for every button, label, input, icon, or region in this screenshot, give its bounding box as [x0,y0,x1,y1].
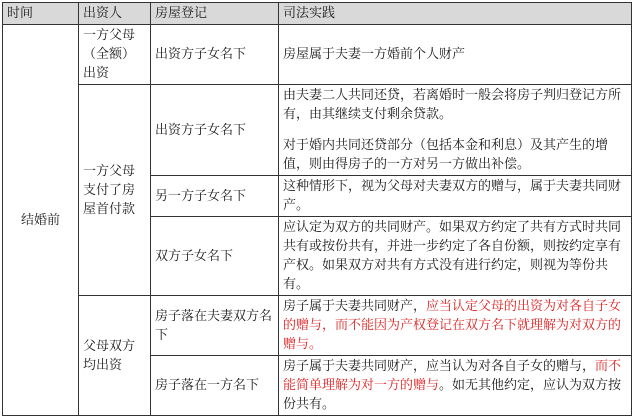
practice-cell [279,85,632,176]
table-row [3,25,632,85]
practice-text: 房子属于夫妻共同财产， [283,299,427,314]
header-time: 时间 [3,3,79,25]
investor-cell: 一方父母（全额）出资 [79,25,151,85]
practice-paragraph: 对于婚内共同还贷部分（包括本金和利息）及其产生的增值，则由得房子的一方对另一方做出补偿。 [283,138,609,172]
paragraph-gap [283,124,627,136]
registration-cell: 出资方子女名下 [151,25,279,85]
table-header-row [3,3,632,25]
registration-cell: 出资方子女名下 [151,85,279,176]
practice-highlight: 而不能简单理解为对一方的赠与 [283,359,622,393]
header-practice: 司法实践 [279,3,632,25]
practice-cell [279,296,632,356]
practice-text: 。如无其他约定，应认为双方按份共有。 [283,378,622,412]
practice-text: 房子属于夫妻共同财产，应当认为对各自子女的赠与， [283,359,596,374]
registration-cell: 房子落在夫妻双方名下 [151,296,279,356]
practice-paragraph: 由夫妻二人共同还贷，若离婚时一般会将房子判归登记方所有，由其继续支付剩余贷款。 [283,88,622,122]
registration-cell: 双方子女名下 [151,217,279,296]
registration-cell: 房子落在一方名下 [151,356,279,416]
practice-cell: 房屋属于夫妻一方婚前个人财产 [279,25,632,85]
practice-cell: 应认定为双方的共同财产。如果双方约定了共有方式时共同共有或按份共有，并进一步约定了各自份额，则按约定享有产权。如果双方对共有方式没有进行约定，则视为等份共有。 [279,217,632,296]
header-investor: 出资人 [79,3,151,25]
registration-cell: 另一方子女名下 [151,176,279,217]
marriage-property-table [2,2,632,416]
practice-highlight: 应当认定父母的出资为对各自子女的赠与，而不能因为产权登记在双方名下就理解为对双方的赠与。 [283,299,622,352]
investor-cell: 一方父母支付了房屋首付款 [79,85,151,296]
header-registration: 房屋登记 [151,3,279,25]
table-row [3,85,632,176]
table-row [3,296,632,356]
practice-cell: 这种情形下，视为父母对夫妻双方的赠与，属于夫妻共同财产。 [279,176,632,217]
investor-cell: 父母双方均出资 [79,296,151,416]
time-cell: 结婚前 [3,25,79,416]
